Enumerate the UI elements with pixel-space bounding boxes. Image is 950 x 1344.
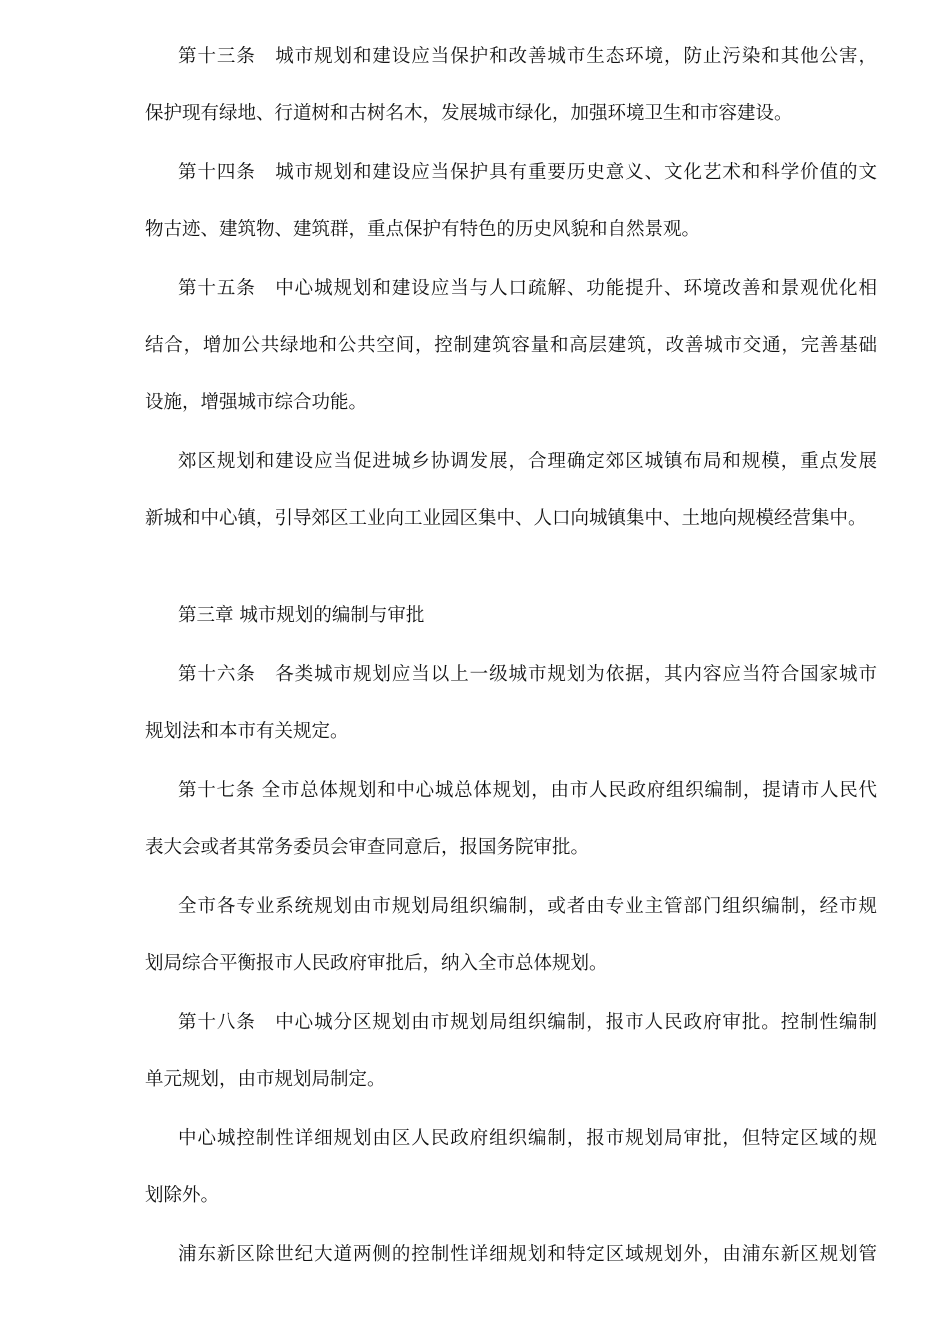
article-17-para-2 bbox=[145, 898, 877, 974]
text-line: 物古迹、建筑物、建筑群，重点保护有特色的历史风貌和自然景观。 bbox=[145, 219, 701, 240]
article-18 bbox=[145, 1014, 877, 1090]
text-line: 保护现有绿地、行道树和古树名木，发展城市绿化，加强环境卫生和市容建设。 bbox=[145, 103, 793, 124]
article-13 bbox=[145, 48, 877, 124]
text-line: 设施，增强城市综合功能。 bbox=[145, 392, 368, 413]
text-line: 第十三条 城市规划和建设应当保护和改善城市生态环境，防止污染和其他公害， bbox=[178, 46, 877, 67]
text-line: 划局综合平衡报市人民政府审批后，纳入全市总体规划。 bbox=[145, 953, 608, 974]
text-line: 第十五条 中心城规划和建设应当与人口疏解、功能提升、环境改善和景观优化相 bbox=[178, 278, 877, 299]
document-page bbox=[145, 48, 877, 1265]
text-line: 浦东新区除世纪大道两侧的控制性详细规划和特定区域规划外，由浦东新区规划管 bbox=[178, 1244, 877, 1265]
text-line: 第十八条 中心城分区规划由市规划局组织编制，报市人民政府审批。控制性编制 bbox=[178, 1012, 877, 1033]
article-15 bbox=[145, 280, 877, 413]
article-18-para-2 bbox=[145, 1130, 877, 1206]
text-line: 划除外。 bbox=[145, 1185, 220, 1206]
text-line: 第十七条 全市总体规划和中心城总体规划，由市人民政府组织编制，提请市人民代 bbox=[178, 780, 877, 801]
article-15-para-2 bbox=[145, 453, 877, 529]
article-17 bbox=[145, 782, 877, 858]
text-line: 规划法和本市有关规定。 bbox=[145, 721, 349, 742]
article-18-para-3 bbox=[145, 1246, 877, 1265]
article-14 bbox=[145, 164, 877, 240]
text-line: 中心城控制性详细规划由区人民政府组织编制，报市规划局审批，但特定区域的规 bbox=[178, 1128, 877, 1149]
text-line: 新城和中心镇，引导郊区工业向工业园区集中、人口向城镇集中、土地向规模经营集中。 bbox=[145, 508, 867, 529]
text-line: 第十六条 各类城市规划应当以上一级城市规划为依据，其内容应当符合国家城市 bbox=[178, 664, 877, 685]
text-line: 全市各专业系统规划由市规划局组织编制，或者由专业主管部门组织编制，经市规 bbox=[178, 896, 877, 917]
article-16 bbox=[145, 666, 877, 742]
chapter-heading bbox=[145, 607, 877, 626]
text-line: 单元规划，由市规划局制定。 bbox=[145, 1069, 386, 1090]
text-line: 表大会或者其常务委员会审查同意后，报国务院审批。 bbox=[145, 837, 590, 858]
chapter-title: 第三章 城市规划的编制与审批 bbox=[178, 605, 425, 626]
text-line: 结合，增加公共绿地和公共空间，控制建筑容量和高层建筑，改善城市交通，完善基础 bbox=[145, 335, 877, 356]
text-line: 郊区规划和建设应当促进城乡协调发展，合理确定郊区城镇布局和规模，重点发展 bbox=[178, 451, 877, 472]
text-line: 第十四条 城市规划和建设应当保护具有重要历史意义、文化艺术和科学价值的文 bbox=[178, 162, 877, 183]
